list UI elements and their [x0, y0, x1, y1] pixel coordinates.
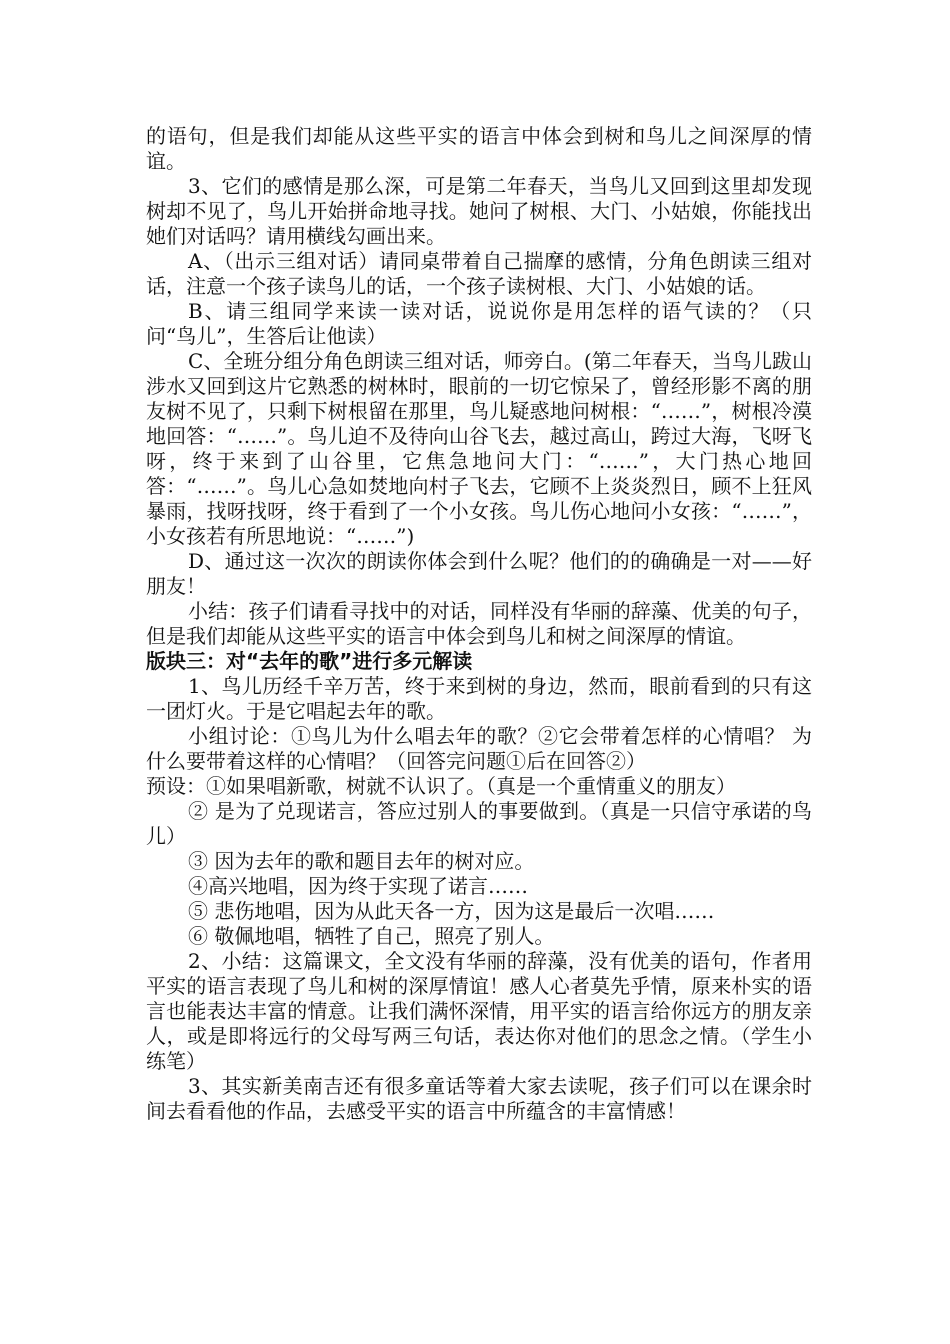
paragraph-preset-6: ⑥ 敬佩地唱，牺牲了自己，照亮了别人。	[188, 924, 555, 948]
paragraph-point-d: D、通过这一次次的朗读你体会到什么呢？他们的的确确是一对——好朋友！	[146, 549, 812, 598]
paragraph-point-a: A、（出示三组对话）请同桌带着自己揣摩的感情，分角色朗读三组对话，注意一个孩子读鸟儿的话，一个孩子读树根、大门、小姑娘的话。	[146, 249, 812, 298]
paragraph-preset-2: ② 是为了兑现诺言，答应过别人的事要做到。（真是一只信守承诺的鸟儿）	[146, 799, 812, 848]
paragraph-continued: 的语句，但是我们却能从这些平实的语言中体会到树和鸟儿之间深厚的情谊。	[146, 124, 812, 173]
paragraph-point-3-final: 3、其实新美南吉还有很多童话等着大家去读呢，孩子们可以在课余时间去看看他的作品，去感受平实的语言中所蕴含的丰富情感！	[146, 1074, 812, 1123]
paragraph-summary-1: 小结：孩子们请看寻找中的对话，同样没有华丽的辞藻、优美的句子，但是我们却能从这些平实的语言中体会到鸟儿和树之间深厚的情谊。	[146, 599, 812, 648]
paragraph-section3-point-1: 1、鸟儿历经千辛万苦，终于来到树的身边，然而，眼前看到的只有这一团灯火。于是它唱起去年的歌。	[146, 674, 812, 723]
paragraph-summary-2: 2、小结：这篇课文，全文没有华丽的辞藻，没有优美的语句，作者用平实的语言表现了鸟儿和树的深厚情谊！感人心者莫先乎情，原来朴实的语言也能表达丰富的情意。让我们满怀深情，用平实的语言给你远方的朋友亲人，或是即将远行的父母写两三句话，表达你对他们的思念之情。（学生小练笔）	[146, 949, 812, 1073]
paragraph-point-b: B、请三组同学来读一读对话，说说你是用怎样的语气读的？（只问“鸟儿”，生答后让他读）	[146, 299, 812, 348]
document-page	[146, 124, 812, 1124]
paragraph-preset-5: ⑤ 悲伤地唱，因为从此天各一方，因为这是最后一次唱……	[188, 899, 715, 923]
paragraph-preset: 预设：①如果唱新歌，树就不认识了。（真是一个重情重义的朋友）	[146, 774, 736, 798]
paragraph-preset-3: ③ 因为去年的歌和题目去年的树对应。	[188, 849, 535, 873]
section-heading: 版块三：对“去年的歌”进行多元解读	[146, 649, 473, 673]
paragraph-preset-4: ④高兴地唱，因为终于实现了诺言……	[188, 874, 528, 898]
paragraph-point-c: C、全班分组分角色朗读三组对话，师旁白。(第二年春天，当鸟儿跋山涉水又回到这片它熟悉的树林时，眼前的一切它惊呆了，曾经形影不离的朋友树不见了，只剩下树根留在那里，鸟儿疑惑地问树根：“……”，树根冷漠地回答：“……”。鸟儿迫不及待向山谷飞去，越过高山，跨过大海，飞呀飞呀，终于来到了山谷里，它焦急地问大门：“……”，大门热心地回答：“……”。鸟儿心急如焚地向村子飞去，它顾不上炎炎烈日，顾不上狂风暴雨，找呀找呀，终于看到了一个小女孩。鸟儿伤心地问小女孩：“……”，小女孩若有所思地说：“……”)	[146, 349, 812, 548]
paragraph-point-3: 3、它们的感情是那么深，可是第二年春天，当鸟儿又回到这里却发现树却不见了，鸟儿开始拼命地寻找。她问了树根、大门、小姑娘，你能找出她们对话吗？请用横线勾画出来。	[146, 174, 812, 248]
paragraph-group-discussion: 小组讨论：①鸟儿为什么唱去年的歌？②它会带着怎样的心情唱？ 为什么要带着这样的心情唱？（回答完问题①后在回答②）	[146, 724, 812, 773]
